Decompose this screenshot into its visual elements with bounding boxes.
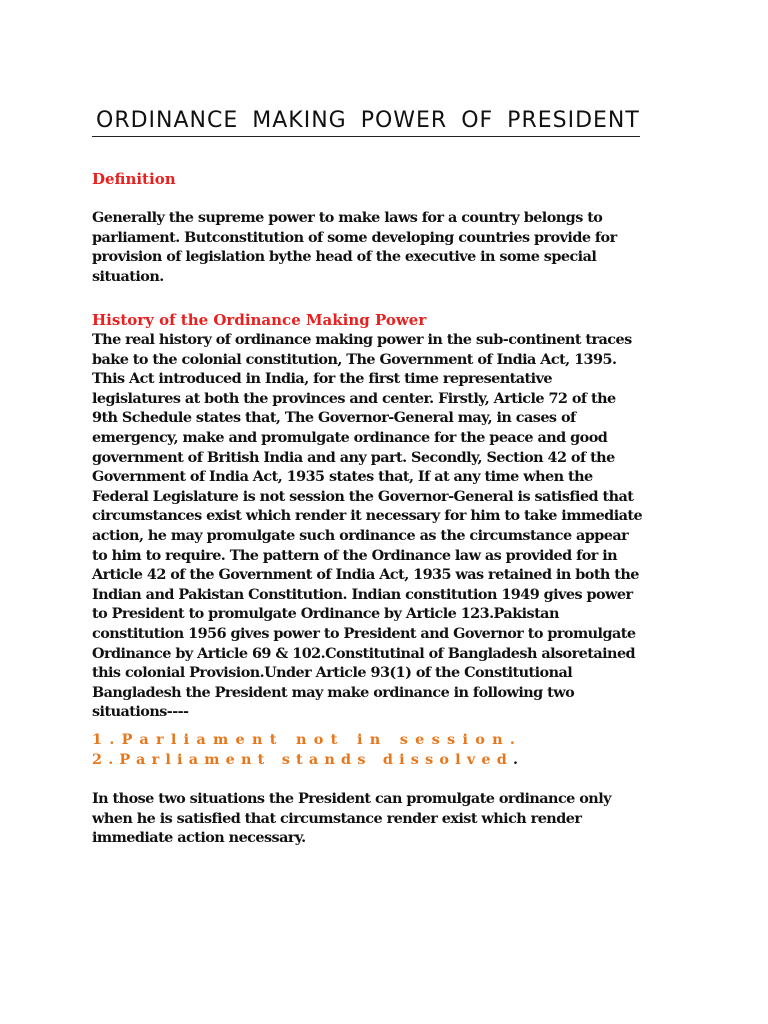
list-item-text: 2.Parliament stands dissolved [92,751,514,768]
situation-list-2 [92,750,518,770]
page-title: ORDINANCE MAKING POWER OF PRESIDENT [96,108,640,133]
conclusion-paragraph: In those two situations the President can promulgate ordinance only when he is satisfied that circumstance render exist which render immediate action necessary. [92,790,611,847]
history-paragraph: The real history of ordinance making power in the sub-continent traces bake to the colonial constitution, The Government of India Act, 1395. This Act introduced in India, for the first time representative legislatures at both the provinces and center. Firstly, Article 72 of the 9th Schedule states that, The Governor-General may, in cases of emergency, make and promulgate ordinance for the peace and good government of British India and any part. Secondly, Section 42 of the Government of India Act, 1935 states that, If at any time when the Federal Legislature is not session the Governor-General is satisfied that circumstances exist which render it necessary for him to take immediate action, he may promulgate such ordinance as the circumstance appear to him to require. The pattern of the Ordinance law as provided for in Article 42 of the Government of India Act, 1935 was retained in both the Indian and Pakistan Constitution. Indian constitution 1949 gives power to President to promulgate Ordinance by Article 123.Pakistan constitution 1956 gives power to President and Governor to promulgate Ordinance by Article 69 & 102.Constitutinal of Bangladesh alsoretained this colonial Provision.Under Article 93(1) of the Constitutional Bangladesh the President may make ordinance in following two situations---- [92,331,643,721]
title-underline [92,136,640,137]
situation-list-1 [92,730,522,750]
definition-heading: Definition [92,170,176,188]
list-trailing-dot: . [513,751,519,768]
definition-paragraph: Generally the supreme power to make laws for a country belongs to parliament. Butconstitution of some developing countries provide for provision of legislation bythe head of the executive in some special situation. [92,209,617,285]
history-heading: History of the Ordinance Making Power [92,311,427,329]
list-item [92,750,518,770]
list-item: 1.Parliament not in session. [92,731,523,748]
